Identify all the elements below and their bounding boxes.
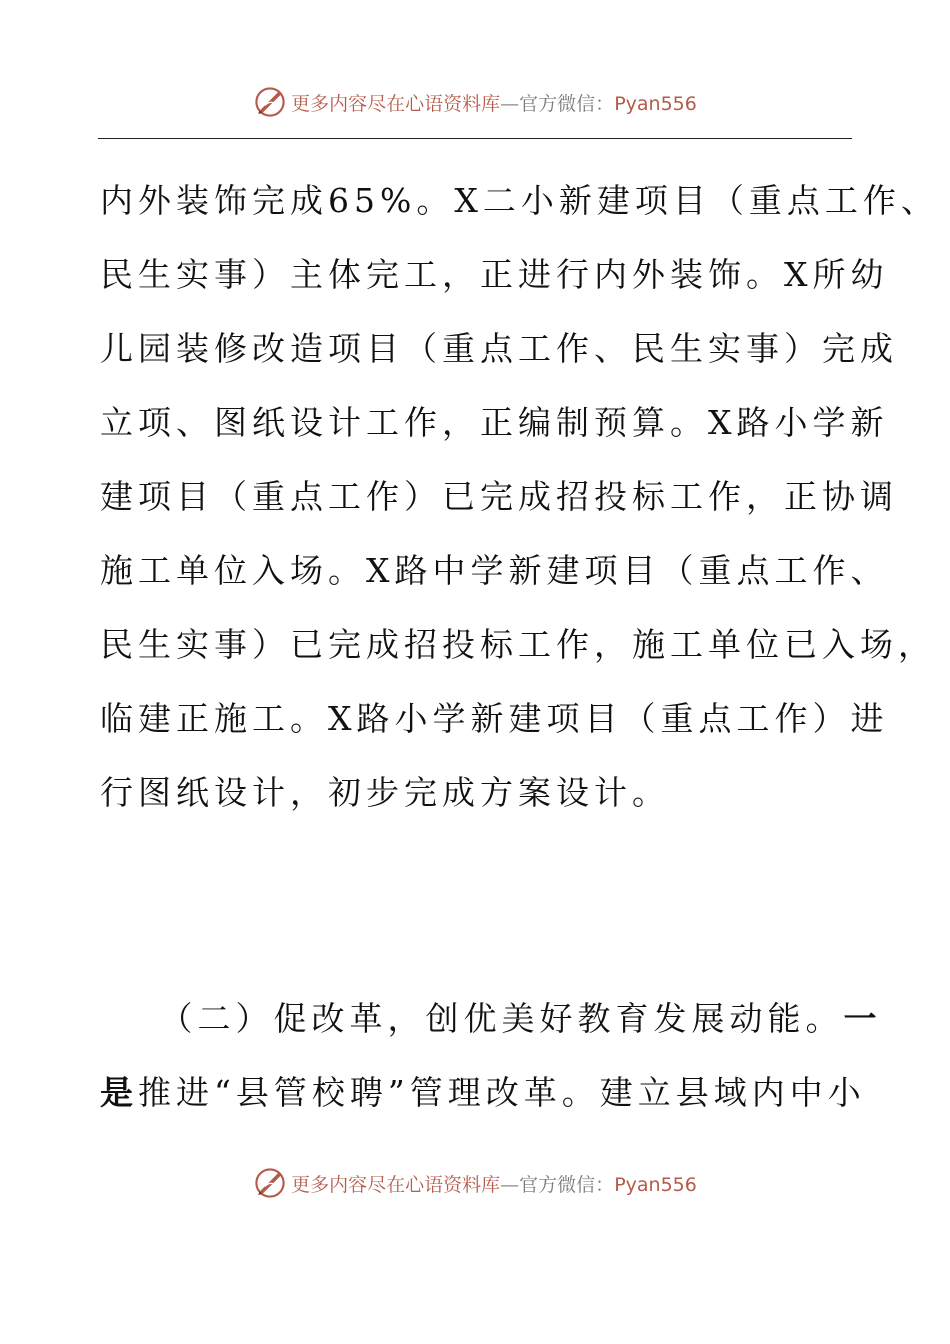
footer-text [291,1170,697,1197]
paragraph-line: 施工单位入场。X路中学新建项目（重点工作、 [100,551,889,590]
bold-marker: 是 [100,1073,138,1112]
writing-hand-logo-icon [253,85,287,119]
header-brand: 更多内容尽在心语资料库 [291,92,501,115]
paragraph-line: 建项目（重点工作）已完成招投标工作，正协调 [100,477,898,516]
paragraph-line: 行图纸设计，初步完成方案设计。 [100,773,670,812]
paragraph-1 [100,164,939,830]
paragraph-line: 民生实事）已完成招投标工作，施工单位已入场， [100,625,936,664]
footer-brand: 更多内容尽在心语资料库 [291,1173,501,1196]
footer-official-label: 官方微信： [519,1173,615,1196]
footer-banner [0,1163,950,1203]
paragraph-line [100,982,882,1056]
header-divider [98,138,852,139]
paragraph-line: 内外装饰完成65%。X二小新建项目（重点工作、 [100,181,939,220]
header-dash: — [500,92,520,115]
header-official-label: 官方微信： [519,92,615,115]
header-banner [0,82,950,122]
section-heading: （二）促改革，创优美好教育发展动能。 [176,999,844,1038]
paragraph-line: 临建正施工。X路小学新建项目（重点工作）进 [100,699,889,738]
paragraph-line: 立项、图纸设计工作，正编制预算。X路小学新 [100,403,889,442]
paragraph-line: 儿园装修改造项目（重点工作、民生实事）完成 [100,329,898,368]
footer-dash: — [500,1173,520,1196]
header-wechat-id: Pyan556 [614,92,697,115]
paragraph-text: 推进“县管校聘”管理改革。建立县域内中小 [138,1073,866,1112]
header-text [291,89,697,116]
paragraph-line [100,1056,866,1130]
footer-wechat-id: Pyan556 [614,1173,697,1196]
paragraph-2 [100,982,882,1130]
bold-marker: 一 [843,999,882,1038]
writing-hand-logo-icon [253,1166,287,1200]
paragraph-line: 民生实事）主体完工，正进行内外装饰。X所幼 [100,255,889,294]
